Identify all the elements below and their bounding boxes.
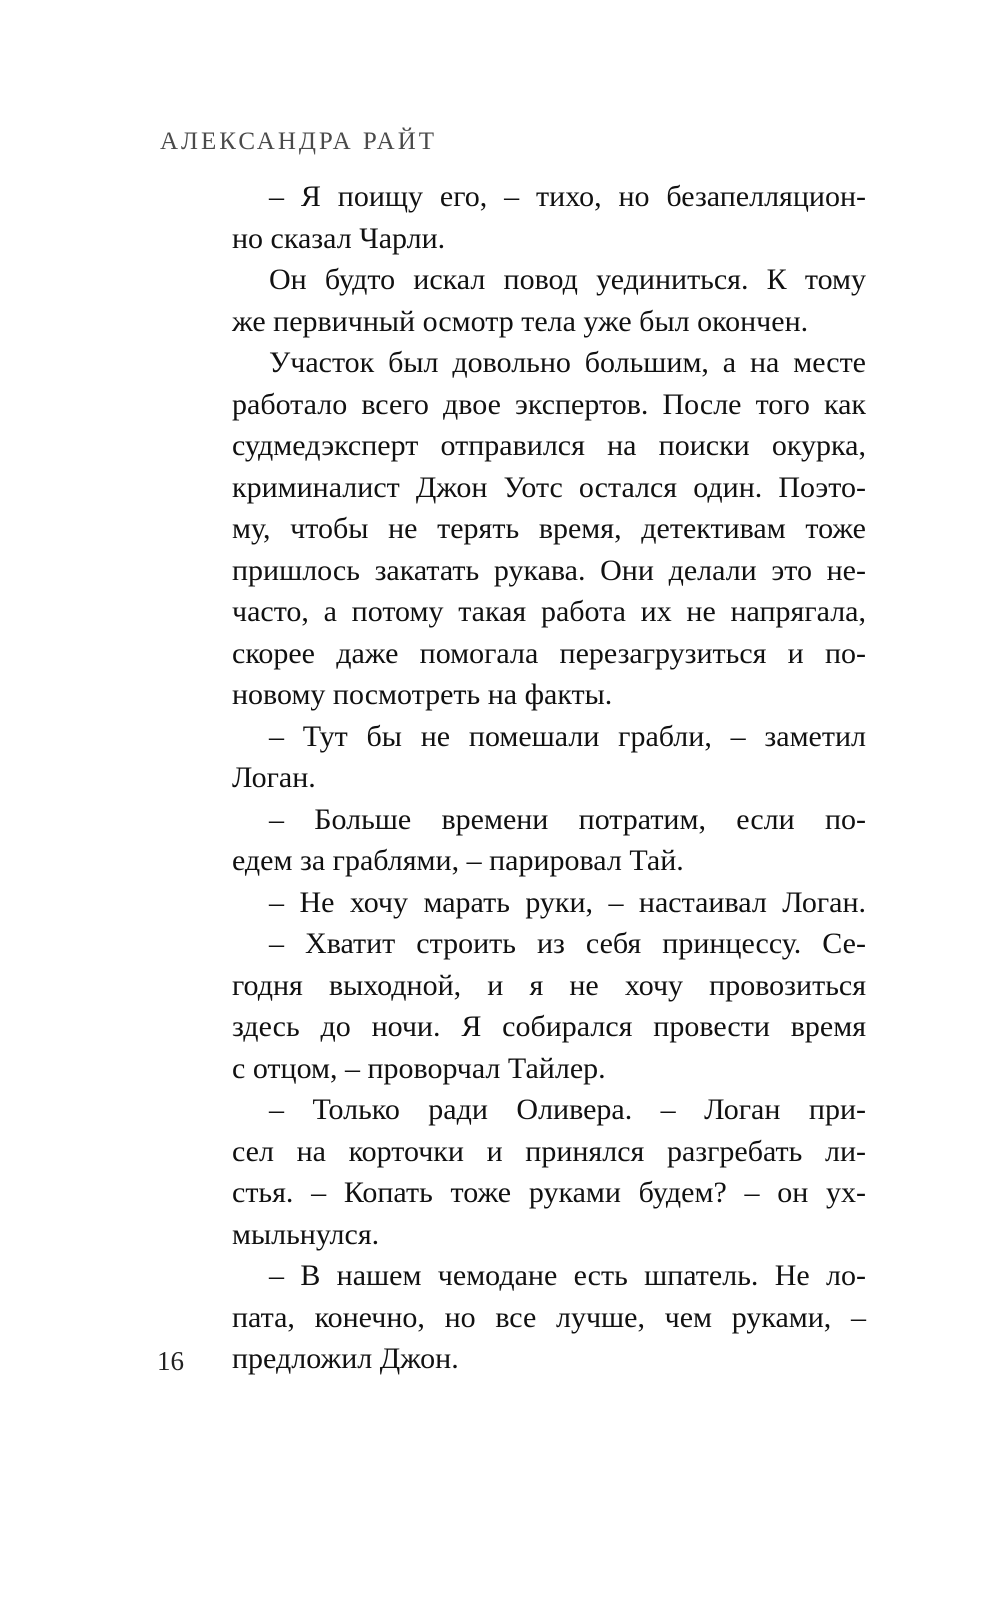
text-line: – Тут бы не помешали грабли, – заметил (269, 719, 866, 753)
text-line: мыльнулся. (232, 1217, 380, 1251)
text-line: – Не хочу марать руки, – настаивал Логан. (269, 885, 866, 919)
text-line: но сказал Чарли. (232, 221, 446, 255)
text-line: пата, конечно, но все лучше, чем руками, – (232, 1300, 866, 1334)
text-line: с отцом, – проворчал Тайлер. (232, 1051, 606, 1085)
text-line: му, чтобы не терять время, детективам тоже (232, 512, 866, 545)
text-line: судмедэксперт отправился на поиски окурка, (232, 429, 866, 462)
text-line: же первичный осмотр тела уже был окончен. (232, 304, 809, 338)
text-line: годня выходной, и я не хочу провозиться (232, 968, 866, 1002)
text-line: – Я поищу его, – тихо, но безапелляцион- (269, 180, 866, 213)
text-line: пришлось закатать рукава. Они делали это не- (232, 553, 866, 587)
text-line: Он будто искал повод уединиться. К тому (269, 263, 866, 296)
text-line: предложил Джон. (232, 1342, 459, 1375)
running-head-author: АЛЕКСАНДРА РАЙТ (160, 128, 438, 155)
body-text (232, 176, 866, 1380)
text-line: здесь до ночи. Я собирался провести время (232, 1010, 866, 1043)
text-line: криминалист Джон Уотс остался один. Поэто- (232, 470, 866, 504)
text-line: едем за граблями, – парировал Тай. (232, 844, 684, 877)
text-line: работало всего двое экспертов. После того как (232, 387, 866, 421)
text-line: – В нашем чемодане есть шпатель. Не ло- (269, 1259, 866, 1292)
text-line: – Хватит строить из себя принцессу. Се- (269, 927, 866, 960)
page-number: 16 (157, 1346, 184, 1376)
text-line: сел на корточки и принялся разгребать ли- (232, 1134, 866, 1168)
text-line: скорее даже помогала перезагрузиться и по- (232, 636, 866, 670)
text-line: – Больше времени потратим, если по- (269, 802, 866, 836)
text-line: – Только ради Оливера. – Логан при- (269, 1093, 866, 1126)
text-line: стья. – Копать тоже руками будем? – он ух- (232, 1176, 866, 1209)
text-line: Логан. (232, 761, 316, 794)
text-line: Участок был довольно большим, а на месте (269, 346, 866, 379)
text-line: часто, а потому такая работа их не напрягала, (232, 595, 866, 628)
text-line: новому посмотреть на факты. (232, 678, 613, 711)
